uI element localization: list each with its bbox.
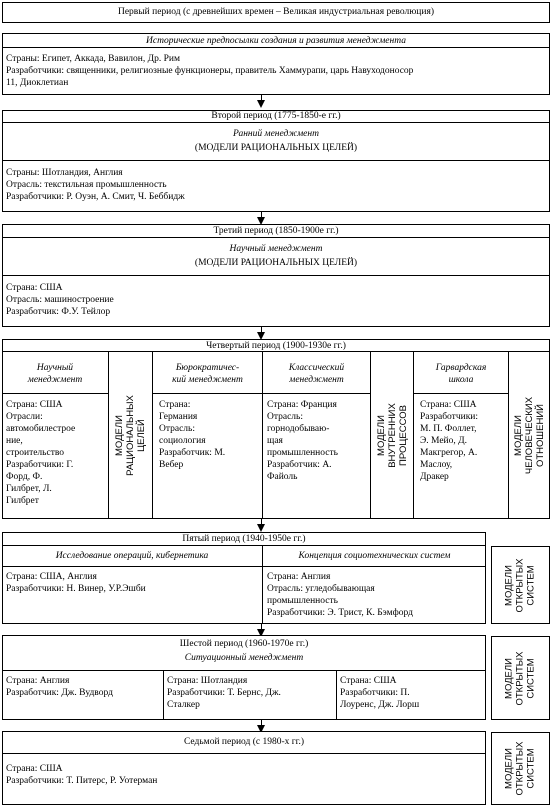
period-1-title: Первый период (с древнейших времен – Великая индустриальная революция) [117, 7, 435, 17]
p4-head-divider-1 [2, 393, 108, 394]
period-6-col3: Страна: США Разработчики: П. Лоуренс, Дж. Лорш [340, 676, 420, 710]
period-6-col-sep-1 [163, 670, 164, 720]
period-3-divider-2 [2, 275, 550, 276]
period-5-vert-label: МОДЕЛИ ОТКРЫТЫХ СИСТЕМ [504, 557, 537, 613]
period-5-left-body: Страна: США, Англия Разработчики: Н. Винер, У.Р.Эшби [6, 572, 146, 594]
p4-col2-body: Страна: Германия Отрасль: социология Разработчик: М. Вебер [159, 400, 226, 470]
period-1-divider [2, 47, 550, 48]
period-2-divider-1 [2, 122, 550, 123]
period-5-left-head: Исследование операций, кибернетика [55, 551, 209, 561]
period-6-col1: Страна: Англия Разработчик: Дж. Вудворд [6, 676, 113, 698]
period-7-vert-label: МОДЕЛИ ОТКРЫТЫХ СИСТЕМ [504, 741, 537, 796]
period-6-vert-label: МОДЕЛИ ОТКРЫТЫХ СИСТЕМ [504, 650, 537, 706]
p4-col4-head: Гарвардская школа [435, 363, 487, 385]
period-2-details: Страны: Шотландия, Англия Отрасль: текстильная промышленность Разработчики: Р. Оуэн, А. Смит, Ч. Беббидж [6, 168, 185, 202]
period-6-title: Шестой период (1960-1970е гг.) [179, 639, 309, 649]
p4-col1-body: Страна: США Отрасли: автомобилестрое ние, строительство Разработчики: Г. Форд, Ф. Гилбрет, Л. Гилбрет [6, 400, 76, 506]
period-3-details: Страна: США Отрасль: машиностроение Разработчик: Ф.У. Тейлор [6, 283, 114, 317]
p4-head-divider-2 [152, 393, 370, 394]
p4-col3-head: Классический менеджмент [288, 363, 345, 385]
period-7-details: Страна: США Разработчики: Т. Питерс, Р. Уотерман [6, 764, 158, 786]
period-2-divider-2 [2, 160, 550, 161]
period-1-subtitle: Исторические предпосылки создания и развития менеджмента [146, 36, 406, 46]
period-5-title: Пятый период (1940-1950е гг.) [182, 534, 306, 544]
p4-vert-label-3: МОДЕЛИ ЧЕЛОВЕЧЕСКИХ ОТНОШЕНИЙ [513, 396, 546, 475]
period-3-divider-1 [2, 237, 550, 238]
period-2-subtitle: Ранний менеджмент [233, 129, 319, 139]
period-7-title: Седьмой период (с 1980-х гг.) [183, 737, 305, 747]
period-5-right-body: Страна: Англия Отрасль: угледобывающая промышленность Разработчики: Э. Трист, К. Бэмфорд [267, 572, 414, 618]
period-6-col2: Страна: Шотландия Разработчики: Т. Бернс, Дж. Сталкер [167, 676, 281, 710]
period-3-title: Третий период (1850-1900е гг.) [213, 226, 339, 236]
period-2-title: Второй период (1775-1850-е гг.) [211, 111, 341, 121]
period-6-subtitle: Ситуационный менеджмент [184, 653, 304, 663]
period-3-subtitle: Научный менеджмент [229, 244, 323, 254]
p4-col2-head: Бюрократичес- кий менеджмент [172, 363, 243, 385]
period-7-divider [2, 753, 486, 754]
period-3-model: (МОДЕЛИ РАЦИОНАЛЬНЫХ ЦЕЛЕЙ) [194, 258, 358, 268]
period-5-title-divider [2, 545, 486, 546]
period-6-col-sep-2 [336, 670, 337, 720]
arrow-down-icon [257, 524, 265, 532]
period-4-title: Четвертый период (1900-1930е гг.) [206, 341, 346, 351]
p4-col1-head: Научный менеджмент [27, 363, 83, 385]
p4-col3-body: Страна: Франция Отрасль: горнодобываю- щая промышленность Разработчик: А. Файоль [267, 400, 338, 482]
p4-head-divider-3 [413, 393, 508, 394]
period-5-right-head: Концепция социотехнических систем [298, 551, 451, 561]
period-6-divider [2, 670, 486, 671]
p4-col4-body: Страна: США Разработчики: М. П. Фоллет, Э. Мейо, Д. Макгрегор, А. Маслоу, Дракер [420, 400, 479, 482]
p4-vert-label-1: МОДЕЛИ РАЦИОНАЛЬНЫХ ЦЕЛЕЙ [114, 395, 148, 476]
arrow-down-icon [257, 100, 265, 108]
period-2-model: (МОДЕЛИ РАЦИОНАЛЬНЫХ ЦЕЛЕЙ) [194, 143, 358, 153]
p4-vert-label-2: МОДЕЛИ ВНУТРЕННИХ ПРОЦЕССОВ [375, 403, 409, 468]
period-1-details: Страны: Египет, Аккада, Вавилон, Др. Рим Разработчики: священники, религиозные функционеры, правитель Хаммурапи, царь Навуходоносор 11, Диоклетиан [6, 54, 414, 88]
period-5-head-divider [2, 566, 486, 567]
